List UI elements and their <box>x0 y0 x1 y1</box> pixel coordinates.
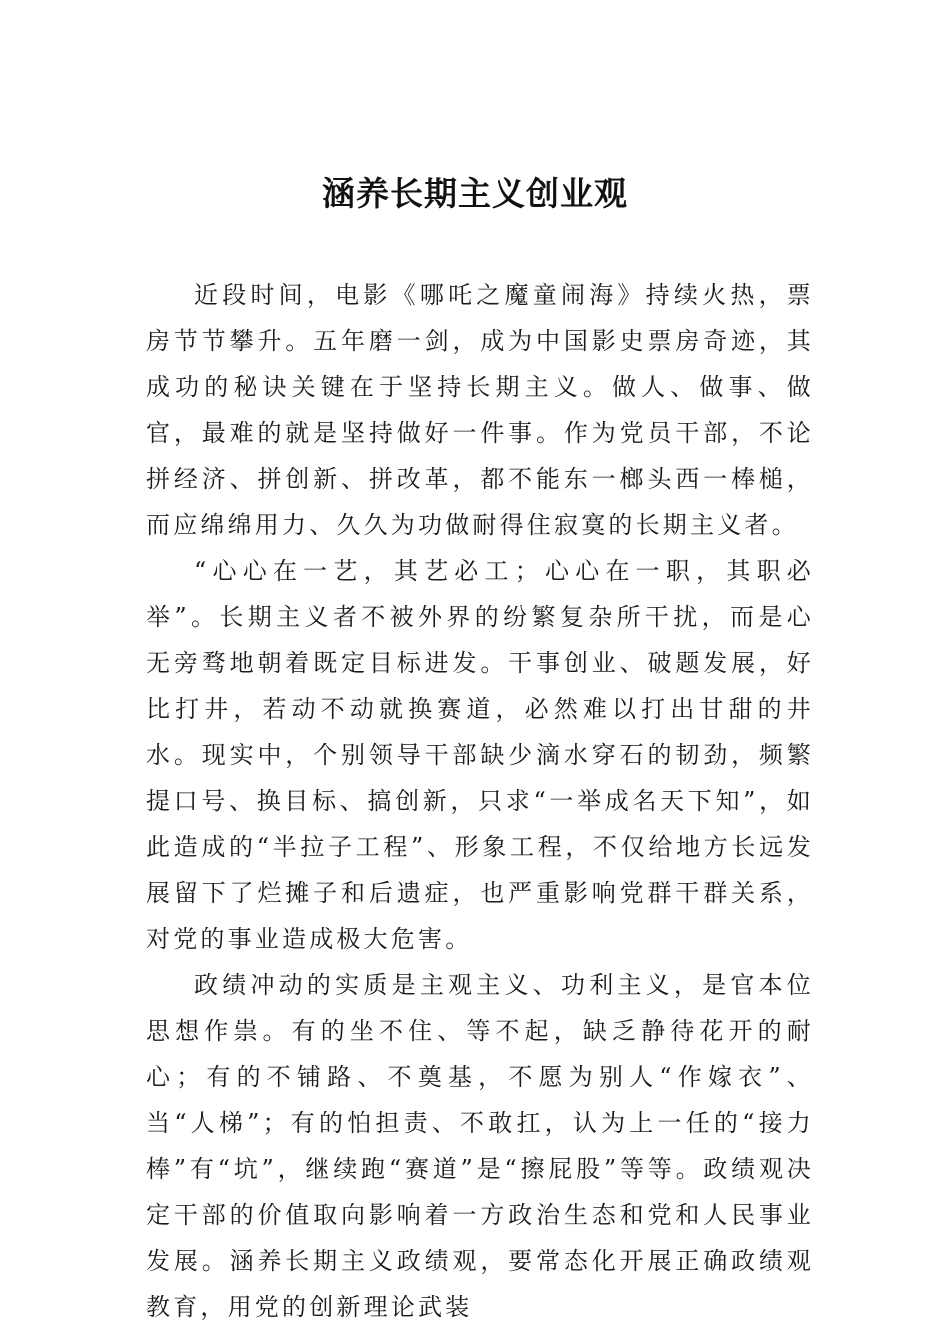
paragraph-3: 政绩冲动的实质是主观主义、功利主义，是官本位思想作祟。有的坐不住、等不起，缺乏静待花开的耐心；有的不铺路、不奠基，不愿为别人“作嫁衣”、当“人梯”；有的怕担责、不敢扛，认为上一任的“接力棒”有“坑”，继续跑“赛道”是“擦屁股”等等。政绩观决定干部的价值取向影响着一方政治生态和党和人民事业发展。涵养长期主义政绩观，要常态化开展正确政绩观教育，用党的创新理论武装 <box>146 971 814 1321</box>
paragraph-1: 近段时间，电影《哪吒之魔童闹海》持续火热，票房节节攀升。五年磨一剑，成为中国影史票房奇迹，其成功的秘诀关键在于坚持长期主义。做人、做事、做官，最难的就是坚持做好一件事。作为党员干部，不论拼经济、拼创新、拼改革，都不能东一榔头西一棒槌，而应绵绵用力、久久为功做耐得住寂寞的长期主义者。 <box>146 281 814 539</box>
document-title: 涵养长期主义创业观 <box>322 174 628 213</box>
document-body <box>146 272 814 1330</box>
paragraph-2: “心心在一艺，其艺必工；心心在一职，其职必举”。长期主义者不被外界的纷繁复杂所干扰，而是心无旁骛地朝着既定目标进发。干事创业、破题发展，好比打井，若动不动就换赛道，必然难以打出甘甜的井水。现实中，个别领导干部缺少滴水穿石的韧劲，频繁提口号、换目标、搞创新，只求“一举成名天下知”，如此造成的“半拉子工程”、形象工程，不仅给地方长远发展留下了烂摊子和后遗症，也严重影响党群干群关系，对党的事业造成极大危害。 <box>146 557 814 953</box>
